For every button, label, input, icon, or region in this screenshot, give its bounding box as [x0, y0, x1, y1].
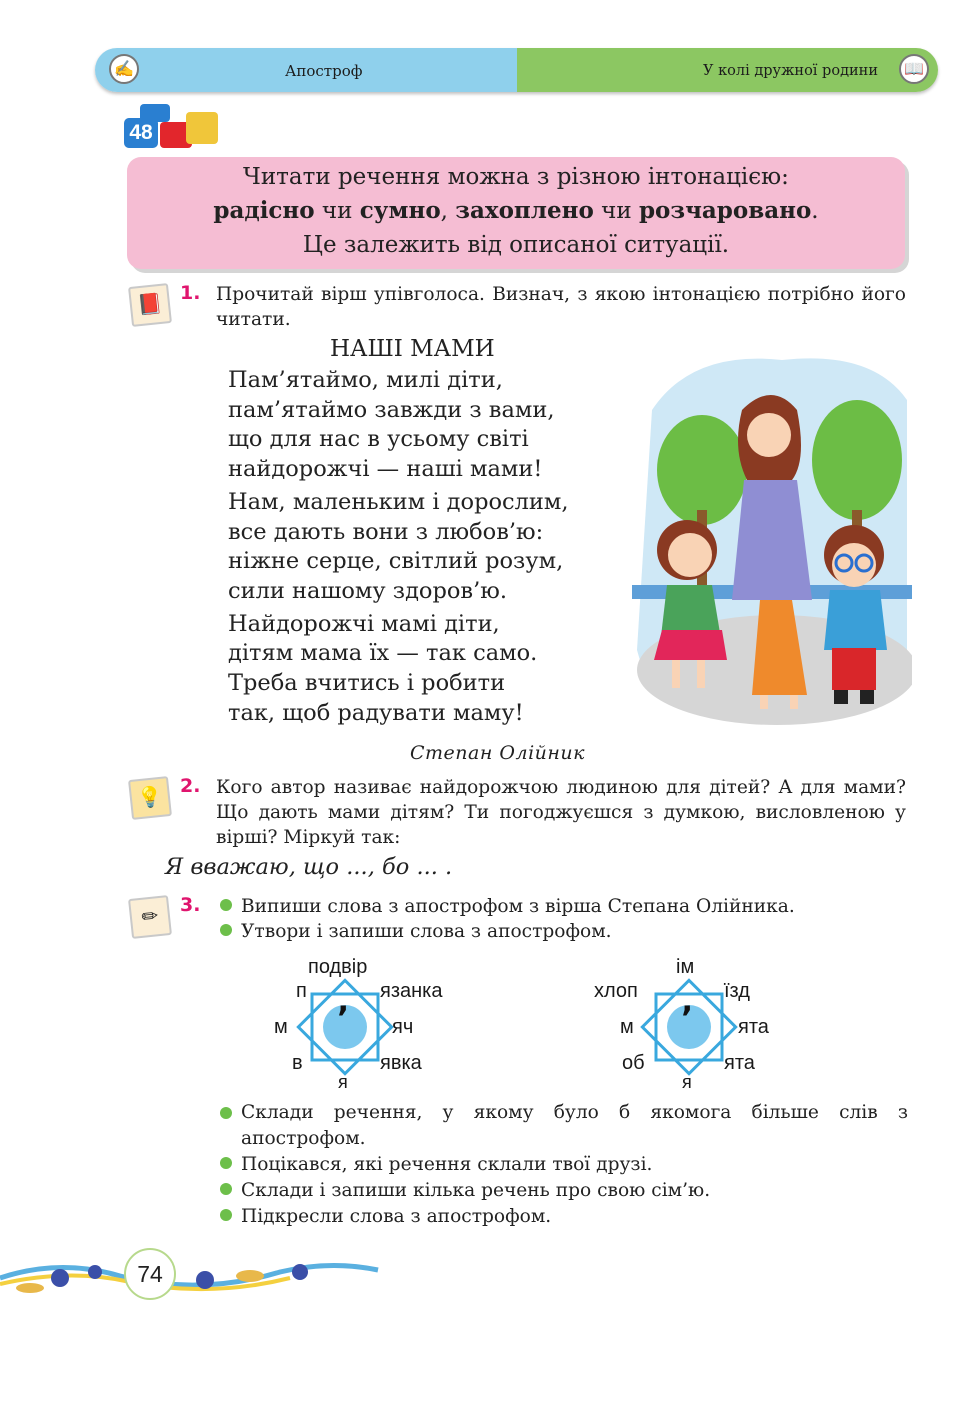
poem-line: Найдорожчі мамі діти,	[228, 610, 500, 637]
bullet-icon	[220, 1183, 232, 1195]
task-number: 1.	[180, 282, 201, 304]
reading-icon: 📕	[128, 283, 172, 327]
bullet-item: Підкресли слова з апострофом.	[220, 1204, 908, 1230]
poem-line: ніжне серце, світлий розум,	[228, 548, 564, 575]
bullet-icon	[220, 1107, 232, 1119]
poem-line: Нам, маленьким і дорослим,	[228, 488, 569, 515]
star-word: подвір	[308, 956, 368, 978]
poem-line: найдорожчі — наші мами!	[228, 456, 543, 483]
bullet-item: Поцікався, які речення склали твої друзі.	[220, 1152, 908, 1178]
flower-ornament	[0, 1248, 380, 1308]
page-header	[95, 48, 938, 92]
star-word: я	[338, 1072, 348, 1092]
page-number: 74	[124, 1248, 176, 1300]
star-word: п	[296, 980, 307, 1002]
star-word: їзд	[724, 980, 750, 1002]
bullet-item: Склади речення, у якому було б якомога більше слів з апострофом.	[220, 1100, 908, 1152]
poem	[228, 366, 569, 728]
star-word: яч	[392, 1016, 414, 1038]
star-word: язанка	[380, 980, 443, 1002]
poem-line: Пам’ятаймо, милі діти,	[228, 367, 503, 393]
apostrophe-sign: ’	[337, 999, 350, 1037]
poem-line: так, щоб радувати маму!	[228, 699, 524, 726]
chapter-title: У колі дружної родини	[703, 63, 878, 79]
bullet-icon	[220, 1209, 232, 1221]
star-word: м	[274, 1016, 288, 1038]
poem-line: що для нас в усьому світі	[228, 426, 529, 453]
star-word: в	[292, 1052, 303, 1074]
pen-icon: ✍	[109, 54, 139, 84]
poem-line: сили нашому здоров’ю.	[228, 577, 507, 604]
star-word: ята	[724, 1052, 755, 1074]
star-word: м	[620, 1016, 634, 1038]
book-icon: 📖	[899, 54, 929, 84]
writing-icon: ✏	[128, 895, 172, 939]
poem-line: дітям мама їх — так само.	[228, 640, 538, 667]
task-3-bullets	[220, 894, 910, 944]
bullet-item: Склади і запиши кілька речень про свою сім’ю.	[220, 1178, 908, 1204]
rule-line-3: Це залежить від описаної ситуації.	[302, 232, 730, 258]
poem-line: все дають вони з любов’ю:	[228, 518, 544, 545]
bullet-item: Утвори і запиши слова з апострофом.	[220, 919, 910, 944]
star-word: ята	[738, 1016, 769, 1038]
task-number: 2.	[180, 775, 201, 797]
task-number: 3.	[180, 894, 201, 916]
task-3-more-bullets	[220, 1100, 908, 1230]
star-word: об	[622, 1052, 645, 1074]
task-2-text: Кого автор називає найдорожчою людиною для дітей? А для мами? Що дають мами дітям? Ти погоджуєшся з думкою, висловленою у вірші? Міркуй так:	[216, 777, 906, 848]
thinking-icon: 💡	[128, 776, 172, 820]
block-decoration	[186, 112, 218, 144]
poem-line: Треба вчитись і робити	[228, 670, 506, 697]
poem-author: Степан Олійник	[410, 742, 586, 764]
rule-box	[127, 157, 905, 269]
rule-line-2: радісно чи сумно, захоплено чи розчаровано.	[213, 197, 819, 224]
bullet-icon	[220, 924, 232, 936]
star-word: хлоп	[594, 980, 638, 1002]
task-1-text: Прочитай вірш упівголоса. Визнач, з якою інтонацією потрібно його читати.	[216, 284, 906, 330]
poem-line: пам’ятаймо завжди з вами,	[228, 396, 555, 423]
bullet-icon	[220, 899, 232, 911]
bullet-item: Випиши слова з апострофом з вірша Степана Олійника.	[220, 894, 910, 919]
bullet-icon	[220, 1157, 232, 1169]
star-word: явка	[380, 1052, 422, 1074]
lesson-number: 48	[124, 118, 158, 148]
answer-model: Я вважаю, що ..., бо ... .	[165, 854, 453, 880]
apostrophe-sign: ’	[681, 999, 694, 1037]
mother-and-children-illustration	[632, 350, 912, 730]
star-word: я	[682, 1072, 692, 1092]
star-word: ім	[676, 956, 695, 978]
poem-title: НАШІ МАМИ	[330, 336, 495, 362]
section-title: Апостроф	[285, 62, 363, 80]
rule-line-1: Читати речення можна з різною інтонацією:	[243, 164, 789, 190]
